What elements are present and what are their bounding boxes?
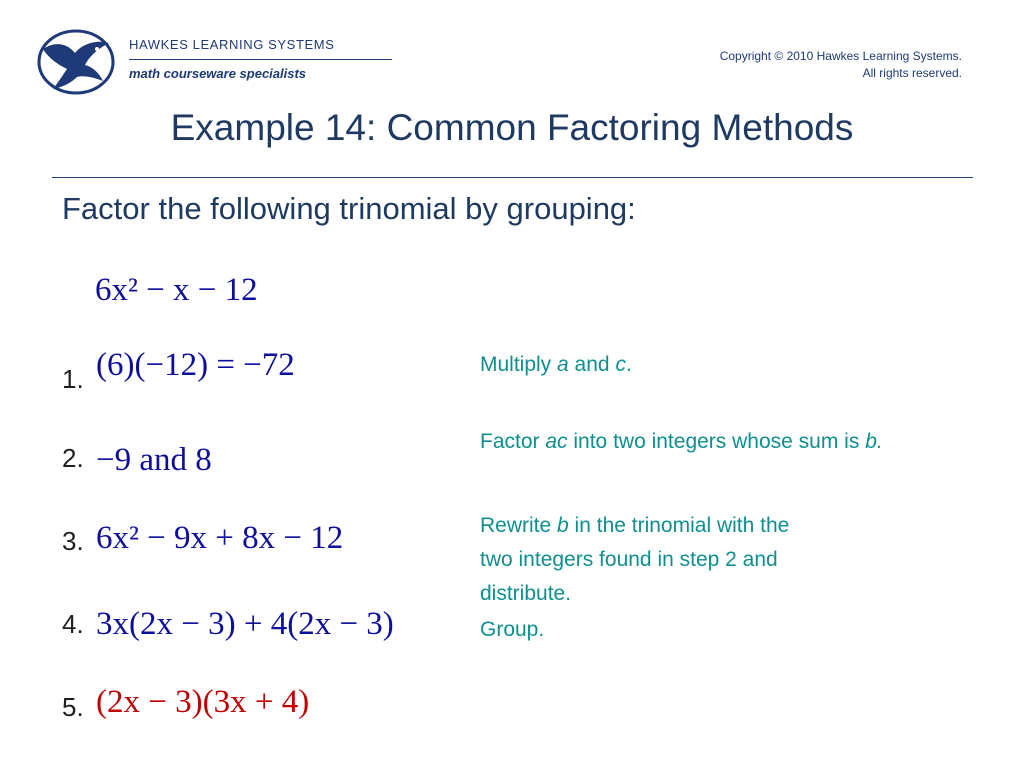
title-divider	[52, 177, 973, 178]
step-4-number: 4.	[62, 609, 84, 639]
step-1-math: (6)(−12) = −72	[96, 347, 295, 383]
note-text: Factor	[480, 430, 546, 453]
step-3-note	[480, 509, 970, 611]
note-text: into two integers whose sum is	[567, 430, 866, 453]
note-variable: ac	[545, 430, 568, 453]
note-text: and	[568, 353, 616, 376]
step-1-note	[480, 348, 970, 382]
step-1-number: 1.	[62, 364, 84, 394]
brand-divider	[129, 59, 392, 60]
eagle-logo-icon	[37, 29, 115, 95]
note-variable: c	[615, 353, 626, 376]
note-text: distribute.	[480, 582, 572, 605]
step-2-math: −9 and 8	[96, 442, 212, 478]
note-text: Rewrite	[480, 514, 558, 537]
note-text: two integers found in step 2 and	[480, 548, 778, 571]
slide-title: Example 14: Common Factoring Methods	[170, 107, 854, 148]
copyright-notice	[720, 48, 962, 82]
note-text: in the trinomial with the	[568, 514, 790, 537]
note-variable: b	[557, 514, 569, 537]
step-2-note	[480, 425, 970, 459]
step-3-number: 3.	[62, 526, 84, 556]
step-4-note: Group.	[480, 618, 545, 641]
note-text: .	[625, 353, 632, 376]
note-variable: b.	[865, 430, 883, 453]
note-variable: a	[557, 353, 569, 376]
note-text: Multiply	[480, 353, 558, 376]
step-5-number: 5.	[62, 692, 84, 722]
brand-name: HAWKES LEARNING SYSTEMS	[129, 37, 335, 52]
brand-tagline: math courseware specialists	[129, 66, 307, 81]
step-2-number: 2.	[62, 443, 84, 473]
given-expression: 6x² − x − 12	[95, 272, 258, 308]
copyright-line-2: All rights reserved.	[862, 66, 962, 80]
step-5-answer: (2x − 3)(3x + 4)	[96, 684, 310, 720]
step-4-math: 3x(2x − 3) + 4(2x − 3)	[96, 606, 394, 642]
copyright-line-1: Copyright © 2010 Hawkes Learning Systems.	[719, 49, 962, 63]
problem-prompt: Factor the following trinomial by grouping:	[62, 191, 636, 226]
step-3-math: 6x² − 9x + 8x − 12	[96, 520, 344, 556]
